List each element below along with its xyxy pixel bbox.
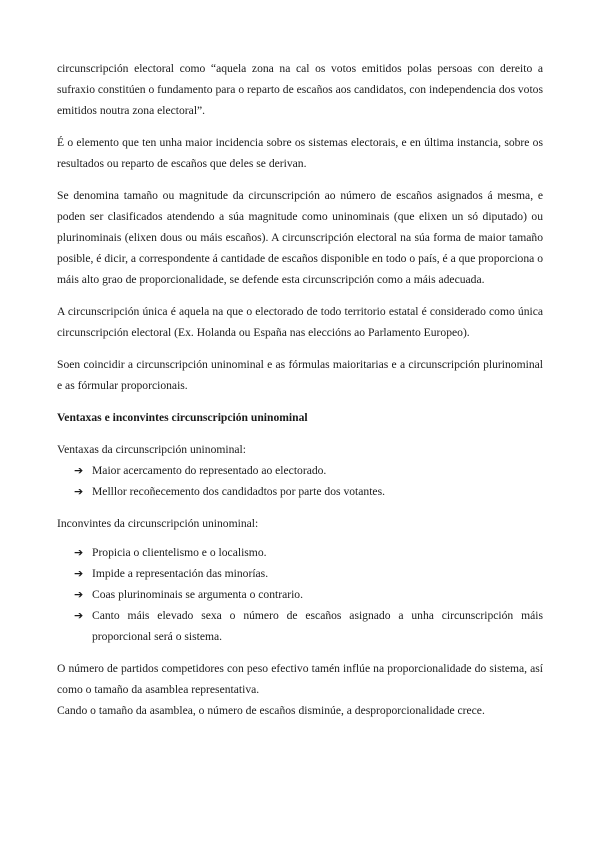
list-item [57,563,543,584]
paragraph-incidence: É o elemento que ten unha maior incidencia sobre os sistemas electorais, e en última instancia, sobre os resultados ou reparto de escaños que deles se derivan. [57,136,543,170]
arrow-right-icon: ➔ [74,546,84,559]
arrow-right-icon: ➔ [74,464,84,477]
list-item-text: Impide a representación das minorías. [92,567,269,580]
list-item [57,542,543,563]
document-page [57,58,543,721]
paragraph-coincidence: Soen coincidir a circunscripción uninominal e as fórmulas maioritarias e a circunscripción plurinominal e as fórmular proporcionais. [57,358,543,392]
arrow-right-icon: ➔ [74,588,84,601]
arrow-right-icon: ➔ [74,609,84,622]
list-item-text: Canto máis elevado sexa o número de escaños asignado a unha circunscripción máis proporcional será o sistema. [92,609,543,643]
list-item [57,584,543,605]
arrow-right-icon: ➔ [74,567,84,580]
paragraph-parties: O número de partidos competidores con peso efectivo tamén inflúe na proporcionalidade do sistema, así como o tamaño da asamblea representativa. [57,662,543,696]
section-heading: Ventaxas e inconvintes circunscripción uninominal [57,411,308,424]
list-item [57,460,543,481]
advantages-label: Ventaxas da circunscripción uninominal: [57,443,246,456]
list-item [57,481,543,502]
list-item [57,605,543,647]
list-item-text: Maior acercamento do representado ao electorado. [92,464,327,477]
list-item-text: Melllor recoñecemento dos candidadtos por parte dos votantes. [92,485,385,498]
paragraph-single-constituency: A circunscripción única é aquela na que o electorado de todo territorio estatal é considerado como única circunscripción electoral (Ex. Holanda ou España nas eleccións ao Parlamento Europeo). [57,305,543,339]
paragraph-assembly-size: Cando o tamaño da asamblea, o número de escaños disminúe, a desproporcionalidade crece. [57,704,485,717]
paragraph-definition: circunscripción electoral como “aquela zona na cal os votos emitidos polas persoas con dereito a sufraxio constitúen o fundamento para o reparto de escaños aos candidatos, con independencia dos votos emitidos noutra zona electoral”. [57,62,543,117]
drawbacks-label: Inconvintes da circunscripción uninominal: [57,517,259,530]
drawbacks-list [57,542,543,647]
advantages-list [57,460,543,502]
list-item-text: Propicia o clientelismo e o localismo. [92,546,267,559]
arrow-right-icon: ➔ [74,485,84,498]
list-item-text: Coas plurinominais se argumenta o contrario. [92,588,304,601]
paragraph-magnitude: Se denomina tamaño ou magnitude da circunscripción ao número de escaños asignados á mesma, e poden ser clasificados atendendo a súa magnitude como uninominais (que elixen un só diputado) ou plurinominais (elixen dous ou máis escaños). A circunscripción electoral na súa forma de maior tamaño posible, é dicir, a correspondente á cantidade de escaños disponible en todo o país, é a que proporciona o máis alto grao de proporcionalidade, se defende esta circunscripción como a máis adecuada. [57,189,543,286]
